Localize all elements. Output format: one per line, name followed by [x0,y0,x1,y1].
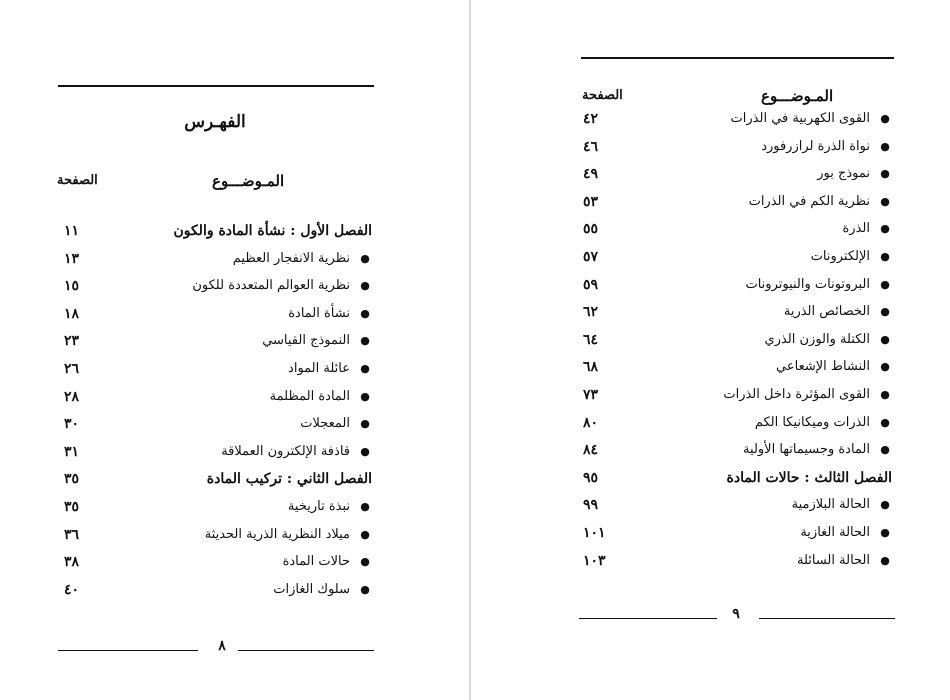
toc-entry-title: نظرية العوالم المتعددة للكون [192,278,350,294]
toc-entry-title: نبذة تاريخية [287,499,350,514]
toc-entry-page: ٣٥ [64,499,80,515]
toc-entry-title: نظرية الانفجار العظيم [232,250,350,266]
toc-entry-title: الحالة البلازمية [791,497,870,513]
bullet-icon: ● [880,305,890,319]
toc-entry-title: سلوك الغازات [273,581,350,597]
top-rule [581,57,894,59]
toc-entry-page: ٤٢ [583,111,599,127]
bullet-icon: ● [880,415,890,429]
toc-entry-row [696,549,892,573]
bullet-icon: ● [880,498,890,512]
toc-entry-row [696,217,892,241]
toc-entry-title: الخصائص الذرية [783,304,870,320]
toc-entry-title: الحالة السائلة [796,552,870,568]
toc-entry-page: ٣١ [64,443,80,460]
bullet-icon: ● [360,389,370,403]
toc-entry-row [170,247,372,271]
toc-entry-page: ١١ [64,223,80,239]
toc-entry-row [170,274,372,298]
toc-entry-row [696,383,892,407]
toc-entry-row [170,357,372,381]
bottom-rule-left [579,618,717,619]
toc-entry-page: ٥٥ [583,221,599,238]
bullet-icon: ● [880,332,890,346]
toc-entry-title: الحالة الغازية [800,525,870,540]
toc-entry-row [170,329,372,353]
toc-entry-page: ٢٨ [64,388,80,405]
toc-entry-title: نظرية الكم في الذرات [748,193,870,209]
toc-entry-page: ٤٩ [583,166,599,183]
toc-entry-row [170,440,372,464]
toc-entry-page: ٤٦ [583,138,599,155]
toc-entry-row [696,107,892,131]
top-rule [58,85,374,87]
bullet-icon: ● [360,582,370,596]
toc-entry-title: نواة الذرة لرازرفورد [761,138,870,154]
bullet-icon: ● [880,112,890,125]
toc-entry-row [170,385,372,409]
toc-entry-page: ١٨ [64,305,80,322]
bullet-icon: ● [880,139,890,153]
toc-entry-title: حالات المادة [282,554,350,570]
toc-entry-row [170,495,372,519]
toc-entry-title: النموذج القياسي [262,333,350,349]
toc-chapter-row [696,466,892,490]
toc-entry-page: ٩٥ [583,469,599,486]
toc-entry-page: ٥٧ [583,249,599,265]
bullet-icon: ● [360,362,370,375]
bullet-icon: ● [360,279,370,293]
bottom-rule-left [58,650,198,651]
toc-entry-page: ٦٢ [583,304,599,321]
toc-entry-page: ٢٦ [64,361,80,377]
bullet-icon: ● [880,167,890,181]
toc-entry-page: ٥٩ [583,276,599,293]
toc-entry-page: ٣٠ [64,416,80,433]
right-page [471,0,950,700]
toc-entry-title: النشاط الإشعاعي [776,359,870,375]
toc-entry-page: ٣٨ [64,554,80,571]
toc-entry-row [696,162,892,186]
toc-entry-row [696,135,892,159]
left-page [0,0,470,700]
bullet-icon: ● [880,443,890,457]
page-column-header: الصفحة [57,173,98,188]
toc-entry-page: ١٠١ [583,525,606,541]
toc-entry-title: قاذفة الإلكترون العملاقة [221,443,350,459]
toc-entry-title: الكتلة والوزن الذري [764,331,870,347]
bullet-icon: ● [880,277,890,291]
toc-entry-page: ٨٤ [583,442,599,459]
toc-entry-page: ٤٠ [64,581,80,598]
toc-entry-title: المادة المظلمة [269,388,350,404]
toc-entry-row [696,300,892,324]
toc-entry-row [696,411,892,435]
toc-entry-row [170,302,372,326]
toc-entry-title: القوى المؤثرة داخل الذرات [723,387,870,402]
page-number: ٩ [732,606,740,622]
toc-entry-row [170,578,372,602]
bullet-icon: ● [880,194,890,208]
toc-entry-row [696,190,892,214]
index-title: الفهـرس [184,112,246,132]
toc-entry-row [696,355,892,379]
toc-entry-title: ميلاد النظرية الذرية الحديثة [204,526,350,542]
toc-entry-title: الفصل الثاني : تركيب المادة [206,471,372,488]
toc-entry-title: البروتونات والنيوترونات [745,276,870,292]
toc-entry-title: الذرات وميكانيكا الكم [754,414,870,430]
toc-entry-page: ٣٥ [64,471,80,488]
bullet-icon: ● [360,334,370,348]
bullet-icon: ● [880,222,890,236]
bullet-icon: ● [880,250,890,263]
toc-entry-page: ٧٣ [583,387,599,403]
bullet-icon: ● [360,417,370,431]
toc-entry-row [696,245,892,269]
toc-entry-title: الذرة [842,221,870,237]
bullet-icon: ● [360,500,370,513]
toc-entry-page: ٣٦ [64,526,80,543]
page-column-header: الصفحة [582,88,623,103]
toc-entry-page: ١٥ [64,278,80,295]
bullet-icon: ● [360,555,370,569]
toc-chapter-row [170,219,372,243]
toc-entry-title: نشأة المادة [288,305,350,321]
toc-entry-row [170,550,372,574]
toc-entry-title: المادة وجسيماتها الأولية [743,442,870,458]
bullet-icon: ● [880,553,890,567]
toc-entry-page: ٦٨ [583,359,599,376]
toc-entry-row [696,273,892,297]
bullet-icon: ● [880,388,890,401]
bottom-rule-right [238,650,374,651]
bullet-icon: ● [360,527,370,541]
toc-entry-title: نموذج بور [817,166,870,182]
toc-entry-page: ٨٠ [583,414,599,431]
topic-column-header: المـوضـــوع [212,172,285,190]
toc-entry-title: المعجلات [300,416,350,432]
toc-entry-page: ٥٣ [583,193,599,210]
toc-entry-title: الإلكترونات [810,249,870,264]
bullet-icon: ● [360,444,370,458]
toc-entry-row [696,493,892,517]
toc-entry-title: القوى الكهربية في الذرات [730,111,870,126]
bullet-icon: ● [880,526,890,539]
page-number: ٨ [218,638,226,654]
topic-column-header: المـوضـــوع [761,87,834,105]
toc-chapter-row [170,467,372,491]
toc-entry-row [170,412,372,436]
toc-entry-page: ٩٩ [583,497,599,514]
toc-entry-row [696,328,892,352]
toc-entry-page: ١٣ [64,250,80,267]
toc-entry-title: عائلة المواد [288,361,350,376]
toc-entry-title: الفصل الأول : نشأة المادة والكون [173,223,372,239]
toc-entry-row [696,521,892,545]
toc-entry-page: ٦٤ [583,331,599,348]
bullet-icon: ● [360,251,370,265]
toc-entry-row [696,438,892,462]
bottom-rule-right [759,618,895,619]
toc-entry-page: ١٠٣ [583,552,606,569]
bullet-icon: ● [880,360,890,374]
toc-entry-page: ٢٣ [64,333,80,350]
toc-entry-row [170,523,372,547]
toc-entry-title: الفصل الثالث : حالات المادة [726,469,892,486]
bullet-icon: ● [360,306,370,320]
